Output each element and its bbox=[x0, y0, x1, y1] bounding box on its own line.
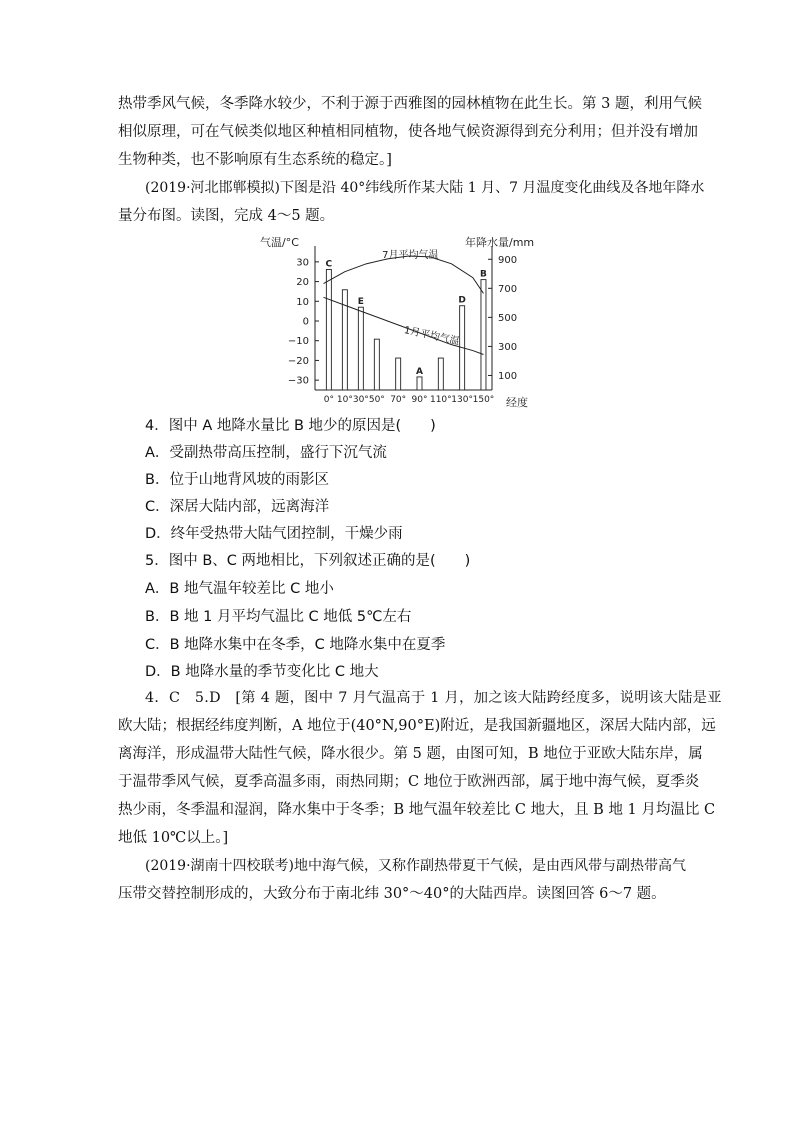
answer-line: 4．C 5.D [第 4 题，图中 7 月气温高于 1 月，加之该大陆跨经度多，说明该大陆是亚 bbox=[145, 690, 722, 706]
temp-tick-label: −30 bbox=[287, 375, 309, 387]
precip-tick-label: 700 bbox=[498, 283, 518, 295]
right-axis-label: 年降水量/mm bbox=[465, 236, 535, 249]
temp-tick-label: −10 bbox=[287, 336, 309, 348]
july-temp-curve bbox=[324, 256, 484, 293]
option-4c: C．深居大陆内部，远离海洋 bbox=[145, 499, 330, 515]
x-axis-label: 经度 bbox=[506, 396, 528, 409]
precip-bar bbox=[326, 269, 331, 390]
precip-bar bbox=[374, 339, 379, 390]
precip-bar bbox=[417, 377, 422, 390]
precip-tick-label: 300 bbox=[498, 341, 518, 353]
x-tick-label: 130° bbox=[451, 395, 473, 405]
text-line: 热带季风气候，冬季降水较少，不利于源于西雅图的园林植物在此生长。第 3 题，利用气候 bbox=[118, 96, 702, 112]
answer-line: 于温带季风气候，夏季高温多雨，雨热同期；C 地位于欧洲西部，属于地中海气候，夏季炎 bbox=[118, 774, 700, 790]
precip-tick-label: 900 bbox=[498, 254, 518, 266]
left-axis-label: 气温/°C bbox=[260, 236, 299, 249]
question-5: 5．图中 B、C 两地相比，下列叙述正确的是( ) bbox=[145, 553, 471, 569]
temp-tick-label: −20 bbox=[287, 355, 309, 367]
july-curve-label: 7月平均气温 bbox=[382, 249, 439, 261]
answer-line: 地低 10℃以上。] bbox=[118, 830, 229, 846]
x-tick-label: 0° bbox=[323, 395, 334, 405]
precip-bar bbox=[358, 307, 363, 390]
temp-tick-label: 30 bbox=[296, 257, 309, 269]
temp-tick-label: 0 bbox=[302, 316, 309, 328]
text-line: 生物种类，也不影响原有生态系统的稳定。] bbox=[118, 152, 392, 168]
precip-bar bbox=[481, 280, 486, 390]
question-intro: (2019·河北邯郸模拟)下图是沿 40°纬线所作某大陆 1 月、7 月温度变化曲线及各地年降水 bbox=[145, 180, 705, 196]
text-line: 相似原理，可在气候类似地区种植相同植物，使各地气候资源得到充分利用；但并没有增加 bbox=[118, 124, 698, 140]
question-4: 4．图中 A 地降水量比 B 地少的原因是( ) bbox=[145, 418, 436, 434]
x-tick-label: 70° bbox=[390, 395, 407, 405]
answer-line: 热少雨，冬季温和湿润，降水集中于冬季；B 地气温年较差比 C 地大，且 B 地 1 月均温比 C bbox=[118, 802, 716, 818]
x-tick-label: 110° bbox=[429, 395, 452, 405]
option-4d: D．终年受热带大陆气团控制，干燥少雨 bbox=[145, 526, 403, 542]
answer-line: 离海洋，形成温带大陆性气候，降水很少。第 5 题，由图可知，B 地位于亚欧大陆东岸，属 bbox=[118, 746, 703, 762]
bar-label: C bbox=[325, 259, 333, 270]
question-intro: 量分布图。读图，完成 4～5 题。 bbox=[118, 208, 335, 224]
precip-bar bbox=[396, 358, 401, 390]
bar-label: E bbox=[357, 297, 364, 308]
x-tick-label: 30° bbox=[352, 395, 369, 405]
bar-label: A bbox=[416, 366, 423, 377]
option-5c: C．B 地降水集中在冬季，C 地降水集中在夏季 bbox=[145, 637, 446, 653]
option-5b: B．B 地 1 月平均气温比 C 地低 5℃左右 bbox=[145, 609, 412, 625]
option-5d: D．B 地降水量的季节变化比 C 地大 bbox=[145, 664, 379, 680]
bar-label: D bbox=[458, 295, 466, 306]
temp-tick-label: 20 bbox=[296, 277, 309, 289]
x-tick-label: 150° bbox=[472, 395, 495, 405]
precip-tick-label: 500 bbox=[498, 312, 518, 324]
jan-curve-label: 1月平均气温 bbox=[402, 325, 461, 348]
bar-label: B bbox=[480, 269, 487, 280]
option-4b: B．位于山地背风坡的雨影区 bbox=[145, 472, 329, 488]
precip-bar bbox=[438, 358, 443, 390]
option-4a: A．受副热带高压控制，盛行下沉气流 bbox=[145, 445, 387, 461]
question-intro: (2019·湖南十四校联考)地中海气候，又称作副热带夏干气候，是由西风带与副热带高气 bbox=[145, 858, 687, 874]
x-tick-label: 50° bbox=[368, 395, 385, 405]
question-intro: 压带交替控制形成的，大致分布于南北纬 30°～40°的大陆西岸。读图回答 6～7 题。 bbox=[118, 886, 666, 902]
x-tick-label: 90° bbox=[411, 395, 428, 405]
x-tick-label: 10° bbox=[336, 395, 353, 405]
precip-tick-label: 100 bbox=[498, 370, 518, 382]
option-5a: A．B 地气温年较差比 C 地小 bbox=[145, 581, 334, 597]
climate-chart bbox=[260, 232, 540, 412]
answer-line: 欧大陆；根据经纬度判断，A 地位于(40°N,90°E)附近，是我国新疆地区，深居大陆内部，远 bbox=[118, 718, 716, 734]
temp-tick-label: 10 bbox=[296, 296, 309, 308]
